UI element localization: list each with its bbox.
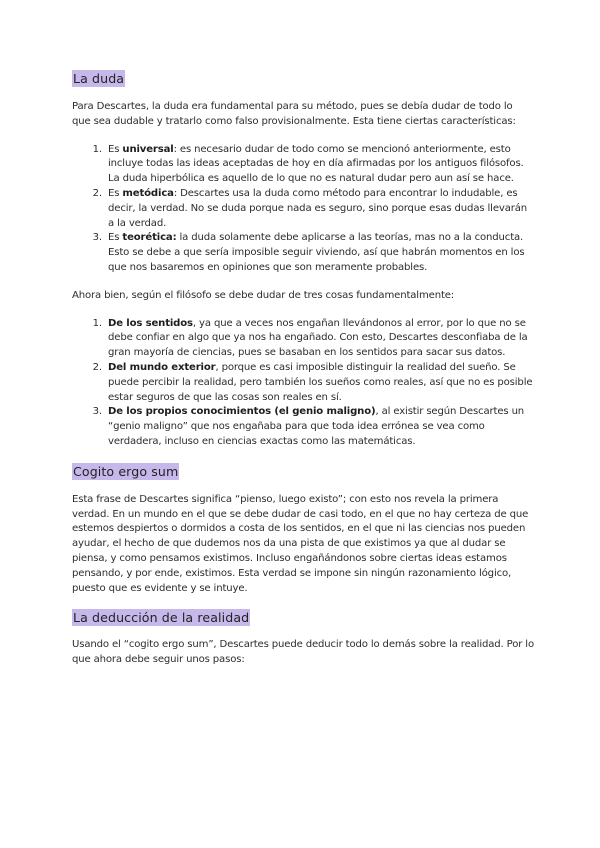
item-text: , ya que a veces nos engañan llevándonos al error, por lo que no se debe confiar en algo que ya nos ha engañado. Con esto, Descartes desconfiaba de la gran mayoría de ciencias, pues se basaban en los sentidos para sacar sus datos. <box>108 317 528 359</box>
item-text: : Descartes usa la duda como método para encontrar lo indudable, es decir, la verdad. No se duda porque nada es seguro, sino porque esas dudas llevarán a la verdad. <box>108 187 528 229</box>
list-item-sentidos <box>105 317 534 361</box>
item-text: : es necesario dudar de todo como se mencionó anteriormente, esto incluye todas las ideas aceptadas de hoy en día afirmadas por los antiguos filósofos. La duda hiperbólica es aquello de lo que no es natural dudar pero aun así se hace. <box>108 143 524 185</box>
item-prefix: Es <box>108 232 123 244</box>
list-item-teoretica <box>105 231 534 275</box>
list-item-metodica <box>105 187 534 231</box>
section-heading-deduccion: La deducción de la realidad <box>73 610 250 626</box>
section-heading-cogito: Cogito ergo sum <box>73 463 179 479</box>
section-heading-la-duda: La duda <box>73 71 125 86</box>
item-term: universal <box>122 143 174 155</box>
list-item-mundo-exterior <box>105 361 534 405</box>
item-text: , porque es casi imposible distinguir la realidad del sueño. Se puede percibir la realidad, pero también los sueños como reales, así que no es posible estar seguros de que las cosas son reales en sí. <box>108 361 533 403</box>
item-prefix: Es <box>108 187 123 199</box>
item-term: teorética: <box>122 232 177 244</box>
item-term: De los sentidos <box>108 317 193 329</box>
paragraph-deduccion: Usando el “cogito ergo sum”, Descartes puede deducir todo lo demás sobre la realidad. Por lo que ahora debe seguir unos pasos: <box>72 639 534 666</box>
item-term: Del mundo exterior <box>108 361 216 373</box>
paragraph-duda-intro: Para Descartes, la duda era fundamental para su método, pues se debía dudar de todo lo que sea dudable y tratarlo como falso provisionalmente. Esta tiene ciertas características: <box>72 101 516 127</box>
list-dudas <box>72 317 534 450</box>
list-item-universal <box>105 143 534 187</box>
paragraph-cogito: Esta frase de Descartes significa “pienso, luego existo”; con esto nos revela la primera verdad. En un mundo en el que se debe dudar de casi todo, en el que no hay certeza de que estemos despiertos o dormidos a costa de los sentidos, en el que ni las ciencias nos pueden ayudar, el hecho de que dudemos nos da una pista de que existimos ya que al dudar se piensa, y como pensamos existimos. Incluso engañándonos sobre ciertas ideas estamos pensando, y por ende, existimos. Esta verdad se impone sin ningún razonamiento lógico, puesto que es evidente y se intuye. <box>72 493 529 594</box>
document-page <box>72 68 534 668</box>
item-prefix: Es <box>108 143 123 155</box>
item-text: , al existir según Descartes un “genio maligno” que nos engañaba para que toda idea errónea se vea como verdadera, incluso en ciencias exactas como las matemáticas. <box>108 406 525 447</box>
item-term: De los propios conocimientos (el genio maligno) <box>108 406 376 418</box>
list-item-genio-maligno <box>105 405 534 449</box>
item-term: metódica <box>122 187 174 199</box>
paragraph-transition: Ahora bien, según el filósofo se debe dudar de tres cosas fundamentalmente: <box>72 289 455 301</box>
list-caracteristicas <box>72 143 534 276</box>
item-text: la duda solamente debe aplicarse a las teorías, mas no a la conducta. Esto se debe a que sería imposible seguir viviendo, así que habrán momentos en los que nos basaremos en opiniones que son meramente probables. <box>108 232 525 273</box>
